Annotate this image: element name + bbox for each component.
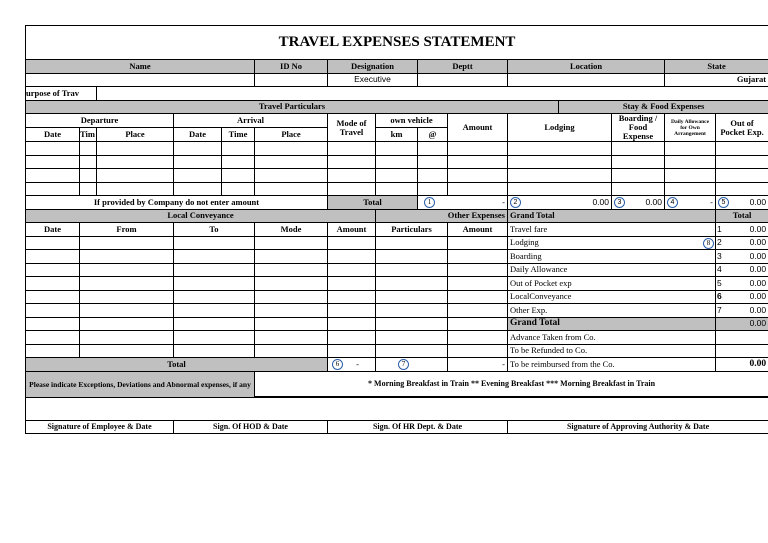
- gt-out-of-pocket-value: 0.00: [749, 277, 767, 288]
- expense-table: TRAVEL EXPENSES STATEMENT Name ID No Designation Deptt Location State Executive Gujarat urpose of Trav Travel Particulars Stay & Food Expenses Departure Arrival Mode of Travel own vehicle Amount Lodging Boarding / Food Expense Daily Allowance for Own Arrangement Out of Pocket Exp. Date Tim Place Date Time Place km @ If provided by Company do not enter amount Total 1 - 2 0.00 3 0.00 4 - 5 0.00 Local Conveyance Other Expenses Grand Total Total Date From To Mode Amount Particulars Amount Travel fare 1 0.00 Lodging 8 2 0.00 Boarding 3 0.00 Daily Allowance 4 0.00 Out of Pocket exp 5 0.00 LocalConveyance 6 0.00 Other Exp. 7 0.00 Grand Total 0.00 Advance Taken from Co. To be Refunded to Co. Total 6 - 7 - To be reimbursed from the Co. 0.00 Please indicate Exceptions, Deviations and Abnormal expenses, if any * Morning Breakfast in Train ** Evening Breakfast *** Morning Breakfast in Train Signature of Employee & Date Sign. Of HOD & Date Sign. Of HR Dept. & Date Signature of Approving Authority & Date: [25, 25, 768, 434]
- daily-allowance-heading: Daily Allowance for Own Arrangement: [665, 114, 716, 142]
- lc-total-label: Total: [26, 358, 328, 372]
- lodging-total: 0.00: [592, 196, 609, 207]
- travel-amount-total: -: [502, 196, 505, 207]
- gt-local-conveyance-value: 0.00: [749, 291, 767, 302]
- gt-grand-total-value: 0.00: [716, 317, 768, 331]
- grand-total-heading: Grand Total: [508, 209, 716, 223]
- id-label: ID No: [255, 60, 328, 74]
- designation-label: Designation: [328, 60, 418, 74]
- oe-amount-heading: Amount: [448, 223, 508, 237]
- lodging-heading: Lodging: [508, 114, 612, 142]
- amount-heading: Amount: [448, 114, 508, 142]
- deptt-field[interactable]: [418, 73, 508, 87]
- lc-to-heading: To: [174, 223, 255, 237]
- departure-heading: Departure: [26, 114, 174, 128]
- gt-daily-allowance: Daily Allowance: [508, 263, 716, 277]
- travel-particulars-heading: Travel Particulars: [26, 100, 559, 114]
- travel-row[interactable]: [26, 155, 768, 169]
- km-heading: km: [376, 128, 418, 142]
- marker-8: 8: [703, 238, 714, 249]
- company-note: If provided by Company do not enter amount: [26, 196, 328, 210]
- rate-heading: @: [418, 128, 448, 142]
- dep-place-heading: Place: [97, 128, 174, 142]
- hr-signature: Sign. Of HR Dept. & Date: [328, 420, 508, 434]
- travel-total-label: Total: [328, 196, 418, 210]
- marker-2: 2: [510, 197, 521, 208]
- stay-food-heading: Stay & Food Expenses: [559, 100, 768, 114]
- gt-daily-allowance-value: 0.00: [749, 264, 767, 275]
- lc-mode-heading: Mode: [255, 223, 328, 237]
- travel-row[interactable]: [26, 182, 768, 196]
- exceptions-field[interactable]: [26, 397, 768, 420]
- local-conveyance-heading: Local Conveyance: [26, 209, 376, 223]
- out-of-pocket-heading: Out of Pocket Exp.: [716, 114, 768, 142]
- marker-5: 5: [718, 197, 729, 208]
- oe-particulars-heading: Particulars: [376, 223, 448, 237]
- boarding-total: 0.00: [645, 196, 662, 207]
- arr-date-heading: Date: [174, 128, 222, 142]
- marker-6: 6: [332, 359, 343, 370]
- arr-time-heading: Time: [222, 128, 255, 142]
- gt-boarding-value: 0.00: [749, 250, 767, 261]
- gt-travel-fare: Travel fare: [508, 223, 716, 237]
- own-vehicle-heading: own vehicle: [376, 114, 448, 128]
- arr-place-heading: Place: [255, 128, 328, 142]
- grand-total-col-heading: Total: [716, 209, 768, 223]
- deptt-label: Deptt: [418, 60, 508, 74]
- lc-amount-heading: Amount: [328, 223, 376, 237]
- breakfast-note: * Morning Breakfast in Train ** Evening Breakfast *** Morning Breakfast in Train: [255, 371, 768, 396]
- gt-other-exp: Other Exp.: [508, 304, 716, 318]
- lc-total-value: -: [356, 358, 359, 369]
- gt-local-conveyance: LocalConveyance: [508, 290, 716, 304]
- hod-signature: Sign. Of HOD & Date: [174, 420, 328, 434]
- purpose-label: urpose of Trav: [26, 87, 97, 101]
- dep-time-heading: Tim: [80, 128, 97, 142]
- gt-boarding: Boarding: [508, 250, 716, 264]
- employee-signature: Signature of Employee & Date: [26, 420, 174, 434]
- marker-7: 7: [398, 359, 409, 370]
- dep-date-heading: Date: [26, 128, 80, 142]
- marker-3: 3: [614, 197, 625, 208]
- to-be-refunded-value[interactable]: [716, 344, 768, 358]
- other-expenses-heading: Other Expenses: [376, 209, 508, 223]
- designation-field[interactable]: Executive: [328, 73, 418, 87]
- exceptions-label: Please indicate Exceptions, Deviations and Abnormal expenses, if any: [26, 371, 255, 397]
- purpose-field[interactable]: [97, 87, 768, 101]
- marker-1: 1: [424, 197, 435, 208]
- daily-total: -: [710, 196, 713, 207]
- name-field[interactable]: [26, 73, 255, 87]
- to-be-refunded: To be Refunded to Co.: [508, 344, 716, 358]
- page-title: TRAVEL EXPENSES STATEMENT: [26, 26, 768, 60]
- gt-out-of-pocket: Out of Pocket exp: [508, 277, 716, 291]
- gt-other-exp-value: 0.00: [749, 304, 767, 315]
- to-be-reimbursed: To be reimbursed from the Co.: [508, 358, 716, 372]
- lc-from-heading: From: [80, 223, 174, 237]
- pocket-total: 0.00: [749, 196, 767, 207]
- location-field[interactable]: [508, 73, 665, 87]
- oe-total-value: -: [448, 358, 508, 372]
- gt-travel-fare-value: 0.00: [749, 223, 767, 234]
- travel-row[interactable]: [26, 169, 768, 183]
- gt-lodging: Lodging: [510, 237, 539, 248]
- location-label: Location: [508, 60, 665, 74]
- marker-4: 4: [667, 197, 678, 208]
- expense-sheet: [25, 25, 767, 434]
- advance-taken-value[interactable]: [716, 331, 768, 345]
- state-field[interactable]: Gujarat: [665, 73, 768, 87]
- boarding-food-heading: Boarding / Food Expense: [612, 114, 665, 142]
- name-label: Name: [26, 60, 255, 74]
- state-label: State: [665, 60, 768, 74]
- travel-row[interactable]: [26, 142, 768, 156]
- id-field[interactable]: [255, 73, 328, 87]
- to-be-reimbursed-value: 0.00: [716, 358, 768, 372]
- arrival-heading: Arrival: [174, 114, 328, 128]
- gt-grand-total: Grand Total: [508, 317, 716, 331]
- lc-date-heading: Date: [26, 223, 80, 237]
- authority-signature: Signature of Approving Authority & Date: [508, 420, 768, 434]
- advance-taken: Advance Taken from Co.: [508, 331, 716, 345]
- gt-lodging-value: 0.00: [749, 237, 767, 248]
- mode-of-travel-heading: Mode of Travel: [328, 114, 376, 142]
